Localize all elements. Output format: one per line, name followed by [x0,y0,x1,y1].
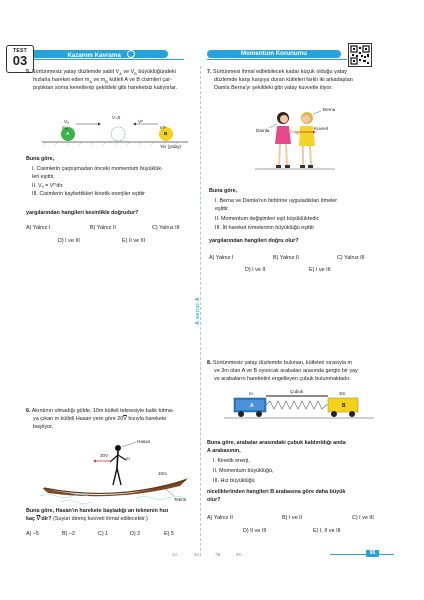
q7-option-c[interactable]: C) Yalnız III [337,255,365,261]
q6-option-c[interactable]: C) 1 [98,531,109,537]
label-20v: 20V [100,453,109,458]
q5-option-c[interactable]: C) Yalnız III [152,225,180,231]
q7-items: I. Berna ve Damla'nın birbirine uyguladıkları itmeler eşittir. II. Momentum değişimleri eşit büyüklüktedir. III. İtt hareket ivmelerinin büyüklüğü eşittir [215,198,338,232]
q5-option-a[interactable]: A) Yalnız I [26,225,51,231]
q5-option-b[interactable]: B) Yalnız II [90,225,116,231]
q7-option-a[interactable]: A) Yalnız I [209,255,234,261]
test-label: TEST [13,48,27,54]
question-7: 7. Sürtünmesi ihmal edilebilecek kadar küçük olduğu yatay düzlemde karşı karşıya duran kütleleri farklı iki arkadaştan Damla Berna'yı şekildeki gibi yatay kuvvetle itiyor. [207,69,353,91]
question-8: 8. Sürtünmesiz yatay düzlemde bulunan, kütleleri sırasıyla m ve 3m olan A ve B oyuncak arabaları arasında gergin bir yay ve arabaların hareketini engelleyen çubuk bulunmaktadır. [207,360,358,382]
footer-mark-1: 1A [172,552,178,557]
label-va: Vₐ [64,119,69,124]
label-mb: mᵇ [160,125,166,130]
boat-figure [40,438,190,508]
hasan-head [115,445,121,451]
q8-option-c[interactable]: C) I ve III [352,515,374,521]
spring [266,401,328,409]
q8-option-a[interactable]: A) Yalnız II [207,515,233,521]
rod [266,395,328,397]
right-header-line [207,59,347,60]
label-tekne: Tekne [174,497,187,502]
label-m: m [126,456,130,461]
q8-ask: niceliklerinden hangileri B arabasına göre daha büyük olur? [207,489,346,503]
question-6: 6. Akıntının olmadığı gölde, 10m kütleli teknesiyle balık tutma- ya çıkan m kütleli Hasan yere göre $20\overline{V}$ hızıyla harekete başlıyor. [26,408,174,430]
q7-buna-gore: Buna göre, [209,188,238,194]
label-b: B [164,131,168,136]
label-vb: Vᵇ [138,119,143,124]
label-ma: mₐ [62,125,68,130]
left-header-line [34,59,184,60]
right-section-title: Momentum Korunumu [207,50,341,58]
q5-items: I. Cisimlerin çarpışmadan önceki momentum büyüklük- leri eşittir. II. Vₐ = Vᵇ'dir. III. Cisimlerin kaybettikleri kinetik enerjiler eşittir [32,166,163,198]
q5-option-d[interactable]: D) I ve III [58,238,80,244]
q5-buna-gore: Buna göre, [26,156,55,162]
q8-ask-intro: Buna göre, arabalar arasındaki çubuk kaldırıldığı anda A arabasının, [207,440,346,454]
label-kuvvet: Kuvvet [314,126,329,131]
label-a: A [66,131,70,136]
water-waves [40,495,186,504]
q6-option-e[interactable]: E) 5 [164,531,174,537]
label-ground: Yer (yatay) [160,144,182,149]
footer-line [330,554,394,555]
label-cubuk: Çubuk [290,389,304,394]
ghost-ball [111,127,125,141]
label-cart-a: A [250,403,254,409]
footer-mark-4: 8C [236,552,242,557]
label-vzero: V=0 [112,115,121,120]
label-hasan: Hasan [137,439,151,444]
q5-option-e[interactable]: E) II ve III [122,238,146,244]
left-section-title: Kazanım Kavrama [34,50,168,58]
damla-dress [275,126,291,144]
girls-figure [255,108,335,180]
label-10m: 10m [158,471,167,476]
q6-option-b[interactable]: B) –2 [62,531,75,537]
question-5: 5. Sürtünmesiz yatay düzlemde sabit $V_A$ ve $V_B$ büyüklüğündeki hızlarla hareket eden $m_A$ ve $m_B$ kütleli A ve B cisimleri çar- pıştıktan sonra kenetlenip şekildeki gibi hareketsiz kalıyorlar. [26,69,178,91]
label-damla: Damla [256,128,270,133]
q7-option-d[interactable]: D) I ve II [245,267,266,273]
footer-mark-3: 7B [215,552,221,557]
q8-option-e[interactable]: E) I, II ve III [313,528,341,534]
label-berna: Berna [323,107,336,112]
footer-mark-2: 4A [194,552,200,557]
q6-option-d[interactable]: D) 2 [130,531,141,537]
label-m-a: m [249,391,253,396]
q8-items: I. Kinetik enerji, II. Momentum büyüklüğü, III. Hız büyüklüğü [213,458,274,484]
q7-option-e[interactable]: E) I ve III [309,267,331,273]
q5-ask: yargılarından hangileri kesinlikle doğrudur? [26,210,139,216]
page-number: 65 [366,550,379,557]
q7-ask: yargılarından hangileri doğru olur? [209,238,299,244]
target-icon [127,50,135,58]
q6-ask: Buna göre, Hasan'ın harekete başladığı an teknenin hızı kaç $\overline{V}'dir$? (Suyun direnç kuvveti ihmal edilecektir.) [26,508,169,522]
label-3m-b: 3m [339,391,346,396]
q6-option-a[interactable]: A) –5 [26,531,39,537]
side-label: A serisi A [195,297,201,325]
label-cart-b: B [342,403,346,409]
berna-dress [299,126,315,146]
q8-option-d[interactable]: D) II ve III [243,528,267,534]
q7-option-b[interactable]: B) Yalnız II [273,255,299,261]
qr-code-icon [348,43,372,67]
q8-option-b[interactable]: B) I ve II [282,515,303,521]
test-number: 03 [12,53,28,68]
hasan-body [117,451,118,468]
ground-hatch [43,142,178,145]
